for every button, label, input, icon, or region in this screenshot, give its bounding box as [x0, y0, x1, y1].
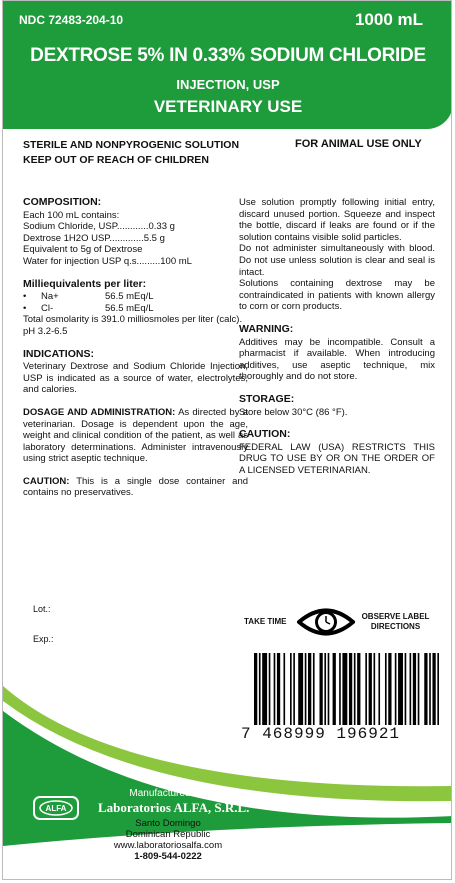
- product-subtitle: INJECTION, USP: [176, 77, 280, 92]
- indications-text: Veterinary Dextrose and Sodium Chloride Injection, USP is indicated as a source of water, electrolytes, and calories.: [23, 361, 248, 396]
- barcode-bar: [395, 653, 397, 725]
- barcode-bar: [342, 653, 347, 725]
- manufacturer-city: Santo Domingo: [135, 818, 201, 829]
- logo-text: ALFA: [45, 804, 67, 813]
- top-notices: [23, 138, 239, 168]
- caution-single-heading: CAUTION:: [23, 475, 70, 487]
- composition-line: Sodium Chloride, USP............0.33 g: [23, 221, 175, 233]
- product-label: [2, 0, 452, 880]
- volume: 1000 mL: [354, 10, 423, 29]
- barcode-bar: [308, 653, 311, 725]
- lot-label: Lot.:: [33, 604, 51, 614]
- barcode-bar: [293, 653, 295, 725]
- electrolyte-row: [23, 291, 248, 303]
- bullet: •: [23, 291, 27, 303]
- warning-heading: WARNING:: [239, 322, 294, 335]
- milliequivalents-heading: Milliequivalents per liter:: [23, 277, 147, 290]
- barcode-bar: [333, 653, 336, 725]
- product-title: DEXTROSE 5% IN 0.33% SODIUM CHLORIDE: [30, 45, 426, 66]
- manufactured-by-label: Manufactured by:: [129, 788, 207, 799]
- ion-value: 56.5 mEq/L: [105, 302, 154, 314]
- barcode-number: 7 468999 196921: [241, 725, 401, 743]
- barcode-bar: [324, 653, 326, 725]
- left-column: [23, 197, 248, 499]
- manufacturer-phone: 1-809-544-0222: [134, 851, 202, 862]
- barcode-bar: [413, 653, 416, 725]
- barcode-bar: [269, 653, 271, 725]
- eye-clock-icon: [297, 605, 355, 639]
- barcode-bar: [298, 653, 303, 725]
- barcode-bar: [274, 653, 276, 725]
- dosage-text: As directed by a veterinarian. Dosage is dependent upon the age, weight and clinical condition of the patient, as well as laboratory determinations. Administer intravenously using strict aseptic technique.: [23, 406, 248, 465]
- barcode-bar: [328, 653, 330, 725]
- caution-federal-text: FEDERAL LAW (USA) RESTRICTS THIS DRUG TO USE BY OR ON THE ORDER OF A LICENSED VETERINARIAN.: [239, 441, 435, 476]
- barcode-bar: [319, 653, 322, 725]
- barcode-bar: [437, 653, 439, 725]
- caution-federal-heading: CAUTION:: [239, 428, 291, 441]
- barcode: [254, 653, 439, 725]
- electrolyte-row: [23, 303, 248, 315]
- warning-text: Additives may be incompatible. Consult a pharmacist if available. When introducing additives, use aseptic technique, mix thoroughly and do not store.: [239, 336, 435, 383]
- barcode-bar: [339, 653, 341, 725]
- take-time-text: TAKE TIME: [244, 617, 287, 626]
- keep-out-notice: KEEP OUT OF REACH OF CHILDREN: [23, 154, 209, 166]
- indications-heading: INDICATIONS:: [23, 347, 94, 360]
- barcode-bar: [388, 653, 391, 725]
- composition-line: Equivalent to 5g of Dextrose: [23, 244, 143, 256]
- barcode-bar: [349, 653, 352, 725]
- barcode-bar: [385, 653, 387, 725]
- alfa-logo-icon: [33, 796, 79, 820]
- storage-heading: STORAGE:: [239, 392, 295, 405]
- osmolarity-text: Total osmolarity is 391.0 milliosmoles per liter (calc). pH 3.2-6.5: [23, 314, 243, 337]
- exp-label: Exp.:: [33, 634, 54, 644]
- barcode-bar: [283, 653, 285, 725]
- caution-single-section: [23, 476, 248, 499]
- right-column: [239, 197, 435, 476]
- barcode-bar: [424, 653, 427, 725]
- usage-paragraph: Solutions containing dextrose may be contraindicated in patients with known allergy to corn or corn products.: [239, 278, 435, 313]
- barcode-bar: [259, 653, 261, 725]
- ndc-code: NDC 72483-204-10: [19, 13, 124, 27]
- ion-name: Cl-: [41, 302, 54, 314]
- ion-name: Na+: [41, 291, 59, 303]
- bullet: •: [23, 302, 27, 314]
- barcode-bar: [369, 653, 372, 725]
- sterile-notice: STERILE AND NONPYROGENIC SOLUTION: [23, 139, 240, 151]
- composition-line: Each 100 mL contains:: [23, 209, 120, 221]
- ion-value: 56.5 mEq/L: [105, 291, 154, 303]
- barcode-bar: [354, 653, 356, 725]
- barcode-bar: [398, 653, 403, 725]
- composition-line: Water for injection USP q.s.........100 mL: [23, 255, 192, 267]
- barcode-bar: [378, 653, 380, 725]
- manufacturer-website[interactable]: www.laboratoriosalfa.com: [113, 840, 223, 851]
- barcode-bar: [374, 653, 376, 725]
- barcode-bar: [254, 653, 257, 725]
- composition-heading: COMPOSITION:: [23, 196, 102, 208]
- barcode-bar: [305, 653, 307, 725]
- storage-text: Store below 30°C (86 °F).: [239, 406, 348, 418]
- barcode-bar: [313, 653, 315, 725]
- animal-use-notice: FOR ANIMAL USE ONLY: [295, 138, 422, 150]
- barcode-bar: [365, 653, 367, 725]
- barcode-bar: [410, 653, 412, 725]
- barcode-bar: [357, 653, 360, 725]
- veterinary-use: VETERINARY USE: [153, 97, 303, 116]
- manufacturer-country: Dominican Republic: [125, 829, 211, 840]
- barcode-bar: [418, 653, 420, 725]
- barcode-bar: [262, 653, 267, 725]
- composition-line: Dextrose 1H2O USP.............5.5 g: [23, 232, 165, 244]
- manufacturer-name: Laboratorios ALFA, S.R.L.: [98, 800, 250, 815]
- dosage-section: [23, 407, 248, 465]
- barcode-bar: [405, 653, 407, 725]
- caution-single-text: This is a single dose container and contains no preservatives.: [23, 475, 249, 499]
- barcode-bar: [277, 653, 280, 725]
- barcode-bar: [429, 653, 431, 725]
- dosage-heading: DOSAGE AND ADMINISTRATION:: [23, 406, 176, 418]
- barcode-bar: [290, 653, 292, 725]
- usage-paragraph: Do not administer simultaneously with blood. Do not use unless solution is clear and seal is intact.: [239, 243, 435, 278]
- usage-paragraph: Use solution promptly following initial entry, discard unused portion. Squeeze and inspect the bottle, discard if leaks are found or if the solution contains visible solid particles.: [239, 197, 435, 243]
- label-header: [3, 1, 452, 129]
- observe-label-text: OBSERVE LABEL DIRECTIONS: [361, 612, 430, 631]
- barcode-bar: [432, 653, 435, 725]
